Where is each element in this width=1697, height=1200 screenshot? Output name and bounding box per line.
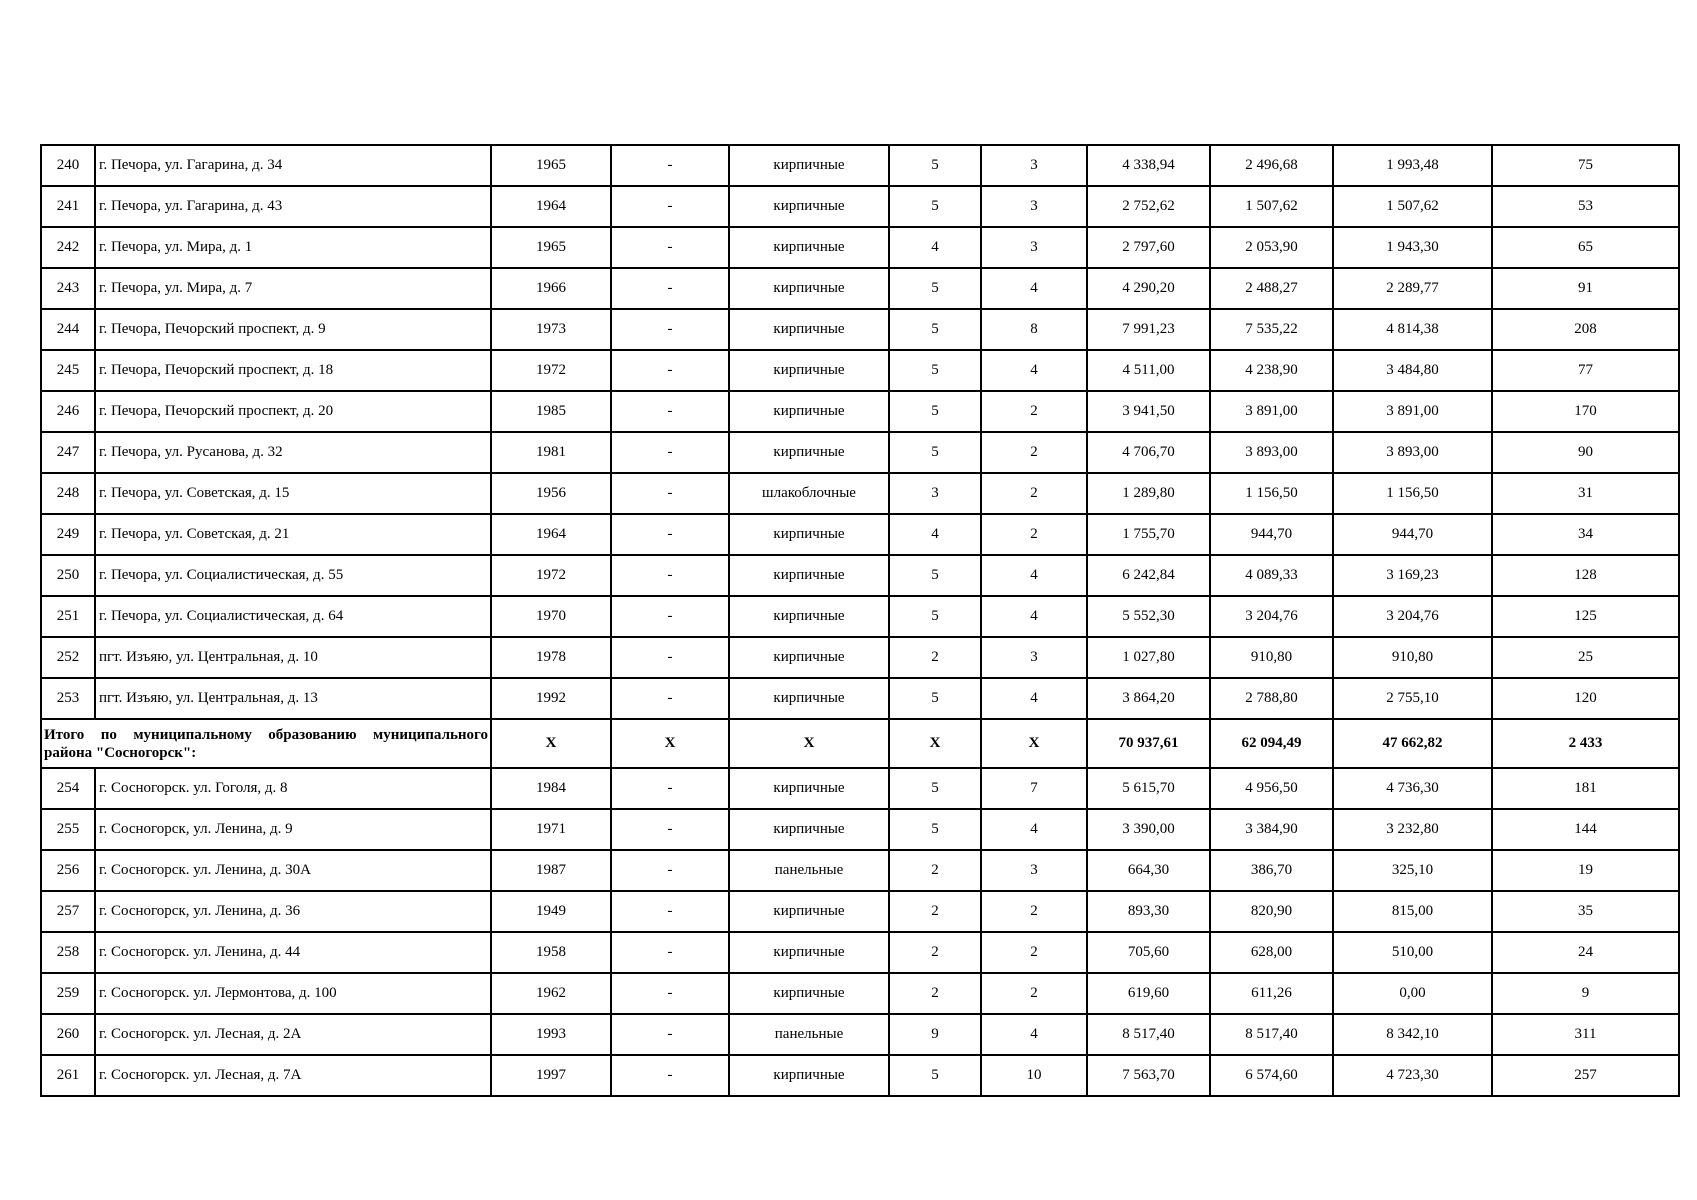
wall-material-cell: кирпичные [729, 891, 889, 932]
area-living-cell: 4 956,50 [1210, 768, 1333, 809]
address-cell: г. Печора, Печорский проспект, д. 20 [95, 391, 491, 432]
residents-cell: 34 [1492, 514, 1679, 555]
row-number-cell: 241 [41, 186, 95, 227]
area-residential-cell: 4 814,38 [1333, 309, 1492, 350]
address-cell: г. Печора, ул. Советская, д. 15 [95, 473, 491, 514]
wall-material-cell: кирпичные [729, 678, 889, 719]
total-residents: 2 433 [1492, 719, 1679, 768]
entrances-cell: 2 [981, 432, 1087, 473]
area-total-cell: 893,30 [1087, 891, 1210, 932]
row-number-cell: 253 [41, 678, 95, 719]
address-cell: г. Сосногорск, ул. Ленина, д. 36 [95, 891, 491, 932]
wall-material-cell: кирпичные [729, 186, 889, 227]
residents-cell: 25 [1492, 637, 1679, 678]
residents-cell: 90 [1492, 432, 1679, 473]
floors-cell: 5 [889, 555, 981, 596]
row-number-cell: 249 [41, 514, 95, 555]
area-total-cell: 3 390,00 [1087, 809, 1210, 850]
row-number-cell: 243 [41, 268, 95, 309]
area-total-cell: 7 563,70 [1087, 1055, 1210, 1096]
area-total-cell: 6 242,84 [1087, 555, 1210, 596]
wall-material-cell: кирпичные [729, 514, 889, 555]
wall-material-cell: кирпичные [729, 596, 889, 637]
residents-cell: 53 [1492, 186, 1679, 227]
address-cell: г. Печора, ул. Гагарина, д. 34 [95, 145, 491, 186]
entrances-cell: 2 [981, 391, 1087, 432]
dash-cell: - [611, 1014, 729, 1055]
residents-cell: 170 [1492, 391, 1679, 432]
area-residential-cell: 1 156,50 [1333, 473, 1492, 514]
area-total-cell: 664,30 [1087, 850, 1210, 891]
housing-register-table [40, 144, 1680, 1097]
entrances-cell: 4 [981, 809, 1087, 850]
area-living-cell: 3 893,00 [1210, 432, 1333, 473]
dash-cell: - [611, 145, 729, 186]
year-cell: 1966 [491, 268, 611, 309]
address-cell: г. Печора, ул. Мира, д. 1 [95, 227, 491, 268]
area-living-cell: 6 574,60 [1210, 1055, 1333, 1096]
dash-cell: - [611, 596, 729, 637]
area-living-cell: 628,00 [1210, 932, 1333, 973]
year-cell: 1981 [491, 432, 611, 473]
entrances-cell: 7 [981, 768, 1087, 809]
area-living-cell: 944,70 [1210, 514, 1333, 555]
dash-cell: - [611, 973, 729, 1014]
area-living-cell: 3 891,00 [1210, 391, 1333, 432]
table-row [41, 555, 1679, 596]
residents-cell: 91 [1492, 268, 1679, 309]
total-section [41, 719, 1679, 768]
year-cell: 1964 [491, 186, 611, 227]
floors-cell: 5 [889, 186, 981, 227]
area-total-cell: 3 864,20 [1087, 678, 1210, 719]
address-cell: г. Сосногорск. ул. Лесная, д. 7А [95, 1055, 491, 1096]
dash-cell: - [611, 227, 729, 268]
floors-cell: 3 [889, 473, 981, 514]
total-area-residential: 47 662,82 [1333, 719, 1492, 768]
area-total-cell: 4 290,20 [1087, 268, 1210, 309]
dash-cell: - [611, 391, 729, 432]
row-number-cell: 251 [41, 596, 95, 637]
dash-cell: - [611, 1055, 729, 1096]
table-row [41, 596, 1679, 637]
row-number-cell: 258 [41, 932, 95, 973]
area-residential-cell: 3 484,80 [1333, 350, 1492, 391]
year-cell: 1971 [491, 809, 611, 850]
wall-material-cell: кирпичные [729, 268, 889, 309]
area-total-cell: 4 338,94 [1087, 145, 1210, 186]
table-row [41, 678, 1679, 719]
residents-cell: 128 [1492, 555, 1679, 596]
area-total-cell: 4 511,00 [1087, 350, 1210, 391]
entrances-cell: 4 [981, 268, 1087, 309]
total-col4: X [611, 719, 729, 768]
entrances-cell: 2 [981, 891, 1087, 932]
dash-cell: - [611, 678, 729, 719]
table-row [41, 809, 1679, 850]
dash-cell: - [611, 637, 729, 678]
year-cell: 1958 [491, 932, 611, 973]
year-cell: 1962 [491, 973, 611, 1014]
floors-cell: 5 [889, 350, 981, 391]
floors-cell: 5 [889, 309, 981, 350]
wall-material-cell: кирпичные [729, 555, 889, 596]
wall-material-cell: кирпичные [729, 391, 889, 432]
floors-cell: 2 [889, 850, 981, 891]
year-cell: 1965 [491, 227, 611, 268]
address-cell: г. Сосногорск. ул. Лермонтова, д. 100 [95, 973, 491, 1014]
row-number-cell: 242 [41, 227, 95, 268]
dash-cell: - [611, 891, 729, 932]
wall-material-cell: кирпичные [729, 809, 889, 850]
residents-cell: 77 [1492, 350, 1679, 391]
dash-cell: - [611, 432, 729, 473]
floors-cell: 5 [889, 391, 981, 432]
entrances-cell: 3 [981, 186, 1087, 227]
dash-cell: - [611, 555, 729, 596]
table-row [41, 350, 1679, 391]
floors-cell: 5 [889, 768, 981, 809]
area-residential-cell: 8 342,10 [1333, 1014, 1492, 1055]
table-row [41, 145, 1679, 186]
area-residential-cell: 3 169,23 [1333, 555, 1492, 596]
year-cell: 1972 [491, 350, 611, 391]
residents-cell: 31 [1492, 473, 1679, 514]
address-cell: г. Печора, ул. Советская, д. 21 [95, 514, 491, 555]
area-living-cell: 4 238,90 [1210, 350, 1333, 391]
residents-cell: 144 [1492, 809, 1679, 850]
address-cell: г. Сосногорск, ул. Ленина, д. 9 [95, 809, 491, 850]
rows-section-pechora [41, 145, 1679, 719]
floors-cell: 2 [889, 891, 981, 932]
residents-cell: 181 [1492, 768, 1679, 809]
area-total-cell: 5 615,70 [1087, 768, 1210, 809]
row-number-cell: 250 [41, 555, 95, 596]
entrances-cell: 2 [981, 973, 1087, 1014]
year-cell: 1978 [491, 637, 611, 678]
table-row [41, 1014, 1679, 1055]
dash-cell: - [611, 514, 729, 555]
year-cell: 1985 [491, 391, 611, 432]
area-living-cell: 4 089,33 [1210, 555, 1333, 596]
entrances-cell: 2 [981, 932, 1087, 973]
area-residential-cell: 910,80 [1333, 637, 1492, 678]
table-row [41, 891, 1679, 932]
total-row-sosnogorsk [41, 719, 1679, 768]
row-number-cell: 259 [41, 973, 95, 1014]
entrances-cell: 4 [981, 596, 1087, 637]
table-row [41, 432, 1679, 473]
residents-cell: 257 [1492, 1055, 1679, 1096]
dash-cell: - [611, 932, 729, 973]
row-number-cell: 247 [41, 432, 95, 473]
entrances-cell: 3 [981, 637, 1087, 678]
area-total-cell: 619,60 [1087, 973, 1210, 1014]
table-row [41, 514, 1679, 555]
address-cell: г. Печора, Печорский проспект, д. 18 [95, 350, 491, 391]
table-row [41, 227, 1679, 268]
area-residential-cell: 3 893,00 [1333, 432, 1492, 473]
year-cell: 1992 [491, 678, 611, 719]
total-year: X [491, 719, 611, 768]
dash-cell: - [611, 309, 729, 350]
area-residential-cell: 3 891,00 [1333, 391, 1492, 432]
area-total-cell: 705,60 [1087, 932, 1210, 973]
address-cell: г. Печора, ул. Русанова, д. 32 [95, 432, 491, 473]
table-row [41, 637, 1679, 678]
area-total-cell: 4 706,70 [1087, 432, 1210, 473]
area-living-cell: 910,80 [1210, 637, 1333, 678]
row-number-cell: 261 [41, 1055, 95, 1096]
floors-cell: 2 [889, 932, 981, 973]
floors-cell: 5 [889, 809, 981, 850]
area-total-cell: 1 755,70 [1087, 514, 1210, 555]
floors-cell: 2 [889, 637, 981, 678]
dash-cell: - [611, 350, 729, 391]
area-residential-cell: 2 755,10 [1333, 678, 1492, 719]
area-residential-cell: 1 507,62 [1333, 186, 1492, 227]
year-cell: 1973 [491, 309, 611, 350]
address-cell: пгт. Изъяю, ул. Центральная, д. 10 [95, 637, 491, 678]
row-number-cell: 254 [41, 768, 95, 809]
wall-material-cell: кирпичные [729, 309, 889, 350]
row-number-cell: 255 [41, 809, 95, 850]
year-cell: 1949 [491, 891, 611, 932]
floors-cell: 5 [889, 678, 981, 719]
area-living-cell: 3 204,76 [1210, 596, 1333, 637]
area-living-cell: 386,70 [1210, 850, 1333, 891]
year-cell: 1972 [491, 555, 611, 596]
residents-cell: 24 [1492, 932, 1679, 973]
entrances-cell: 3 [981, 850, 1087, 891]
floors-cell: 9 [889, 1014, 981, 1055]
total-floors: X [889, 719, 981, 768]
year-cell: 1965 [491, 145, 611, 186]
residents-cell: 125 [1492, 596, 1679, 637]
wall-material-cell: кирпичные [729, 227, 889, 268]
area-residential-cell: 1 993,48 [1333, 145, 1492, 186]
entrances-cell: 3 [981, 227, 1087, 268]
entrances-cell: 4 [981, 350, 1087, 391]
area-total-cell: 1 027,80 [1087, 637, 1210, 678]
dash-cell: - [611, 186, 729, 227]
address-cell: г. Сосногорск. ул. Гоголя, д. 8 [95, 768, 491, 809]
table-row [41, 1055, 1679, 1096]
row-number-cell: 252 [41, 637, 95, 678]
address-cell: г. Печора, ул. Гагарина, д. 43 [95, 186, 491, 227]
area-total-cell: 2 752,62 [1087, 186, 1210, 227]
area-residential-cell: 3 204,76 [1333, 596, 1492, 637]
total-entrances: X [981, 719, 1087, 768]
row-number-cell: 244 [41, 309, 95, 350]
entrances-cell: 10 [981, 1055, 1087, 1096]
year-cell: 1987 [491, 850, 611, 891]
residents-cell: 35 [1492, 891, 1679, 932]
area-residential-cell: 325,10 [1333, 850, 1492, 891]
address-cell: г. Печора, ул. Социалистическая, д. 55 [95, 555, 491, 596]
area-living-cell: 2 053,90 [1210, 227, 1333, 268]
residents-cell: 120 [1492, 678, 1679, 719]
residents-cell: 9 [1492, 973, 1679, 1014]
wall-material-cell: кирпичные [729, 1055, 889, 1096]
floors-cell: 5 [889, 596, 981, 637]
wall-material-cell: кирпичные [729, 637, 889, 678]
area-total-cell: 2 797,60 [1087, 227, 1210, 268]
area-residential-cell: 815,00 [1333, 891, 1492, 932]
rows-section-sosnogorsk [41, 768, 1679, 1096]
area-residential-cell: 2 289,77 [1333, 268, 1492, 309]
row-number-cell: 245 [41, 350, 95, 391]
area-residential-cell: 1 943,30 [1333, 227, 1492, 268]
row-number-cell: 246 [41, 391, 95, 432]
year-cell: 1970 [491, 596, 611, 637]
table-row [41, 932, 1679, 973]
table-row [41, 850, 1679, 891]
row-number-cell: 240 [41, 145, 95, 186]
entrances-cell: 2 [981, 473, 1087, 514]
wall-material-cell: панельные [729, 850, 889, 891]
table-row [41, 268, 1679, 309]
row-number-cell: 257 [41, 891, 95, 932]
table-row [41, 768, 1679, 809]
wall-material-cell: кирпичные [729, 973, 889, 1014]
dash-cell: - [611, 768, 729, 809]
total-area-living: 62 094,49 [1210, 719, 1333, 768]
area-living-cell: 1 507,62 [1210, 186, 1333, 227]
address-cell: пгт. Изъяю, ул. Центральная, д. 13 [95, 678, 491, 719]
address-cell: г. Печора, Печорский проспект, д. 9 [95, 309, 491, 350]
dash-cell: - [611, 268, 729, 309]
area-residential-cell: 3 232,80 [1333, 809, 1492, 850]
year-cell: 1993 [491, 1014, 611, 1055]
wall-material-cell: панельные [729, 1014, 889, 1055]
area-residential-cell: 4 736,30 [1333, 768, 1492, 809]
area-total-cell: 1 289,80 [1087, 473, 1210, 514]
year-cell: 1997 [491, 1055, 611, 1096]
year-cell: 1984 [491, 768, 611, 809]
floors-cell: 5 [889, 1055, 981, 1096]
floors-cell: 4 [889, 514, 981, 555]
area-residential-cell: 4 723,30 [1333, 1055, 1492, 1096]
area-living-cell: 2 788,80 [1210, 678, 1333, 719]
entrances-cell: 4 [981, 678, 1087, 719]
table-row [41, 186, 1679, 227]
table-row [41, 473, 1679, 514]
floors-cell: 5 [889, 432, 981, 473]
floors-cell: 2 [889, 973, 981, 1014]
wall-material-cell: шлакоблочные [729, 473, 889, 514]
area-residential-cell: 0,00 [1333, 973, 1492, 1014]
floors-cell: 5 [889, 145, 981, 186]
area-residential-cell: 510,00 [1333, 932, 1492, 973]
address-cell: г. Печора, ул. Социалистическая, д. 64 [95, 596, 491, 637]
wall-material-cell: кирпичные [729, 932, 889, 973]
area-living-cell: 820,90 [1210, 891, 1333, 932]
wall-material-cell: кирпичные [729, 350, 889, 391]
table-row [41, 309, 1679, 350]
area-living-cell: 2 488,27 [1210, 268, 1333, 309]
area-living-cell: 1 156,50 [1210, 473, 1333, 514]
year-cell: 1956 [491, 473, 611, 514]
row-number-cell: 260 [41, 1014, 95, 1055]
dash-cell: - [611, 473, 729, 514]
table-row [41, 391, 1679, 432]
area-living-cell: 3 384,90 [1210, 809, 1333, 850]
entrances-cell: 2 [981, 514, 1087, 555]
year-cell: 1964 [491, 514, 611, 555]
residents-cell: 311 [1492, 1014, 1679, 1055]
entrances-cell: 4 [981, 555, 1087, 596]
area-total-cell: 3 941,50 [1087, 391, 1210, 432]
area-residential-cell: 944,70 [1333, 514, 1492, 555]
dash-cell: - [611, 850, 729, 891]
residents-cell: 65 [1492, 227, 1679, 268]
floors-cell: 4 [889, 227, 981, 268]
residents-cell: 19 [1492, 850, 1679, 891]
wall-material-cell: кирпичные [729, 432, 889, 473]
area-living-cell: 611,26 [1210, 973, 1333, 1014]
total-material: X [729, 719, 889, 768]
area-living-cell: 7 535,22 [1210, 309, 1333, 350]
total-label: Итого по муниципальному образованию муниципального района "Сосногорск": [41, 719, 491, 768]
entrances-cell: 3 [981, 145, 1087, 186]
table-row [41, 973, 1679, 1014]
entrances-cell: 4 [981, 1014, 1087, 1055]
residents-cell: 208 [1492, 309, 1679, 350]
total-area-total: 70 937,61 [1087, 719, 1210, 768]
area-living-cell: 2 496,68 [1210, 145, 1333, 186]
dash-cell: - [611, 809, 729, 850]
area-living-cell: 8 517,40 [1210, 1014, 1333, 1055]
wall-material-cell: кирпичные [729, 145, 889, 186]
row-number-cell: 256 [41, 850, 95, 891]
residents-cell: 75 [1492, 145, 1679, 186]
address-cell: г. Сосногорск. ул. Лесная, д. 2А [95, 1014, 491, 1055]
floors-cell: 5 [889, 268, 981, 309]
area-total-cell: 7 991,23 [1087, 309, 1210, 350]
address-cell: г. Печора, ул. Мира, д. 7 [95, 268, 491, 309]
address-cell: г. Сосногорск. ул. Ленина, д. 30А [95, 850, 491, 891]
row-number-cell: 248 [41, 473, 95, 514]
address-cell: г. Сосногорск. ул. Ленина, д. 44 [95, 932, 491, 973]
area-total-cell: 8 517,40 [1087, 1014, 1210, 1055]
wall-material-cell: кирпичные [729, 768, 889, 809]
area-total-cell: 5 552,30 [1087, 596, 1210, 637]
entrances-cell: 8 [981, 309, 1087, 350]
